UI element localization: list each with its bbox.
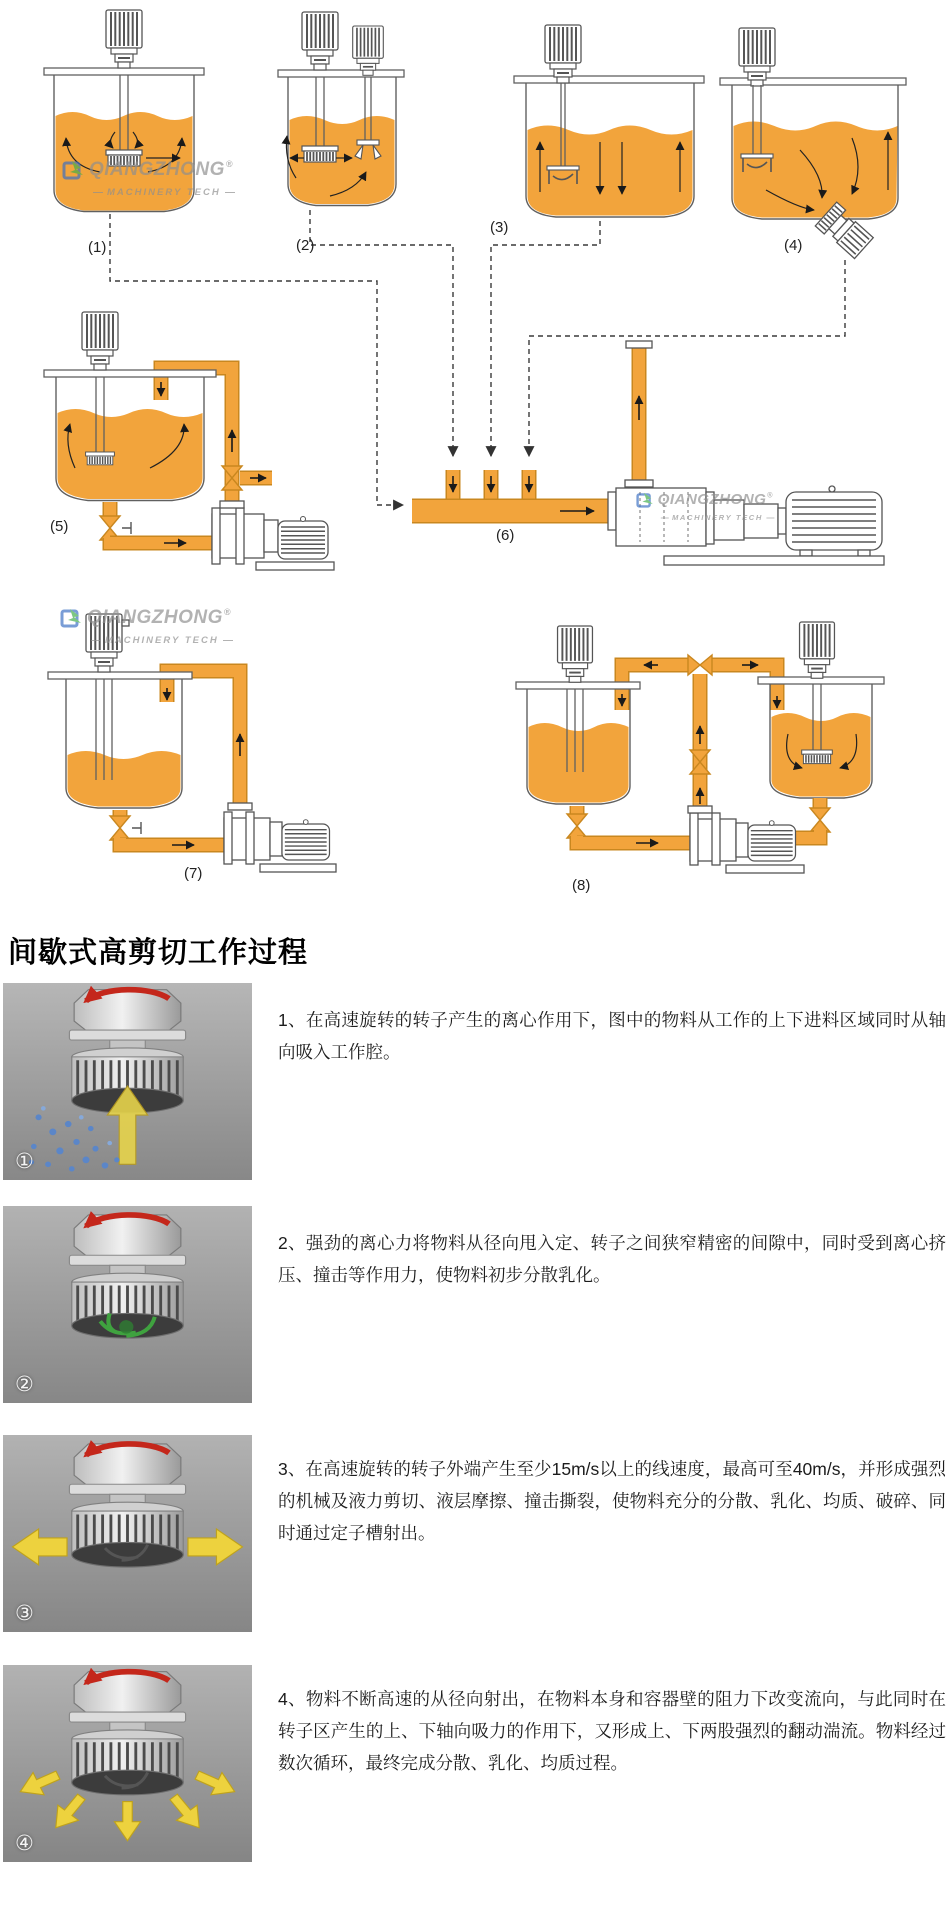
installation-diagrams bbox=[0, 0, 950, 940]
brand-name: QIANGZHONG bbox=[87, 607, 223, 628]
manifold-config-6 bbox=[412, 341, 884, 565]
brand-name: QIANGZHONG bbox=[89, 159, 225, 180]
pump-motor-icon bbox=[278, 517, 328, 560]
config-label-4: (4) bbox=[784, 237, 803, 254]
step-description-2: 2、强劲的离心力将物料从径向甩入定、转子之间狭窄精密的间隙中，同时受到离心挤压、撞击等作用力，使物料初步分散乳化。 bbox=[278, 1233, 946, 1285]
tank-config-4 bbox=[720, 28, 906, 260]
shear-head-icon bbox=[302, 146, 338, 162]
valve-icon bbox=[688, 655, 712, 675]
step-photo-4 bbox=[3, 1665, 252, 1862]
brand-tagline: MACHINERY TECH bbox=[87, 636, 237, 646]
tank-config-5 bbox=[44, 312, 334, 570]
mixer-motor-icon bbox=[545, 25, 581, 83]
pump-baseplate bbox=[664, 556, 884, 565]
valve-icon bbox=[810, 808, 830, 832]
mixer-motor-icon bbox=[739, 28, 775, 86]
shear-head-icon bbox=[802, 750, 833, 764]
tank-config-7 bbox=[48, 614, 336, 872]
tank-config-2 bbox=[278, 12, 404, 206]
section-title: 间歇式高剪切工作过程 bbox=[8, 937, 309, 969]
brand-logo-icon bbox=[62, 160, 85, 185]
mixer-motor-icon bbox=[106, 10, 142, 68]
brand-watermark bbox=[60, 608, 237, 646]
config-label-7: (7) bbox=[184, 865, 203, 882]
pump-motor-icon bbox=[748, 821, 796, 861]
pump-baseplate bbox=[256, 562, 334, 570]
step-number-badge: ① bbox=[15, 1150, 34, 1173]
step-photo-1 bbox=[3, 983, 252, 1180]
shear-head-icon bbox=[86, 452, 115, 465]
pump-baseplate bbox=[726, 865, 804, 873]
brand-logo-icon bbox=[636, 492, 654, 512]
mixer-motor-icon bbox=[800, 622, 835, 678]
config-label-8: (8) bbox=[572, 877, 591, 894]
pump-baseplate bbox=[260, 864, 336, 872]
step-photo-3 bbox=[3, 1435, 252, 1632]
tank-config-3 bbox=[514, 25, 704, 217]
dashed-transfer-lines bbox=[110, 210, 845, 508]
valve-icon bbox=[567, 814, 587, 838]
brand-logo-icon bbox=[60, 608, 83, 633]
brand-name: QIANGZHONG bbox=[657, 491, 767, 508]
mixer-motor-icon bbox=[302, 12, 338, 70]
mixer-motor-icon bbox=[82, 312, 118, 370]
registered-mark: ® bbox=[225, 159, 233, 169]
step-photo-2 bbox=[3, 1206, 252, 1403]
system-config-8 bbox=[516, 622, 884, 873]
mixer-motor-icon bbox=[558, 626, 593, 682]
brand-watermark bbox=[62, 160, 239, 198]
step-number-badge: ③ bbox=[15, 1602, 34, 1625]
step-number-badge: ④ bbox=[15, 1832, 34, 1855]
pump-motor-icon bbox=[282, 820, 330, 860]
step-description-1: 1、在高速旋转的转子产生的离心作用下，图中的物料从工作的上下进料区域同时从轴向吸入工作腔。 bbox=[278, 1010, 946, 1062]
step-description-3: 3、在高速旋转的转子外端产生至少15m/s以上的线速度，最高可至40m/s，并形成强烈的机械及液力剪切、液层摩擦、撞击撕裂，使物料充分的分散、乳化、均质、破碎、同时通过定子槽射出。 bbox=[278, 1459, 946, 1543]
brand-watermark bbox=[636, 492, 777, 522]
config-label-3: (3) bbox=[490, 219, 509, 236]
swirl-center-icon bbox=[119, 1320, 133, 1333]
config-label-5: (5) bbox=[50, 518, 69, 535]
step-number-badge: ② bbox=[15, 1373, 34, 1396]
mixer-motor-icon bbox=[353, 26, 384, 75]
config-label-6: (6) bbox=[496, 527, 515, 544]
registered-mark: ® bbox=[223, 607, 231, 617]
valve-icon bbox=[110, 816, 130, 840]
config-label-2: (2) bbox=[296, 237, 315, 254]
registered-mark: ® bbox=[767, 491, 773, 500]
brand-tagline: MACHINERY TECH bbox=[89, 188, 239, 198]
config-label-1: (1) bbox=[88, 239, 107, 256]
step-description-4: 4、物料不断高速的从径向射出，在物料本身和容器壁的阻力下改变流向，与此同时在转子区产生的上、下轴向吸力的作用下，又形成上、下两股强烈的翻动湍流。物料经过数次循环，最终完成分散、乳化、均质过程。 bbox=[278, 1689, 946, 1773]
brand-tagline: MACHINERY TECH bbox=[658, 514, 778, 522]
